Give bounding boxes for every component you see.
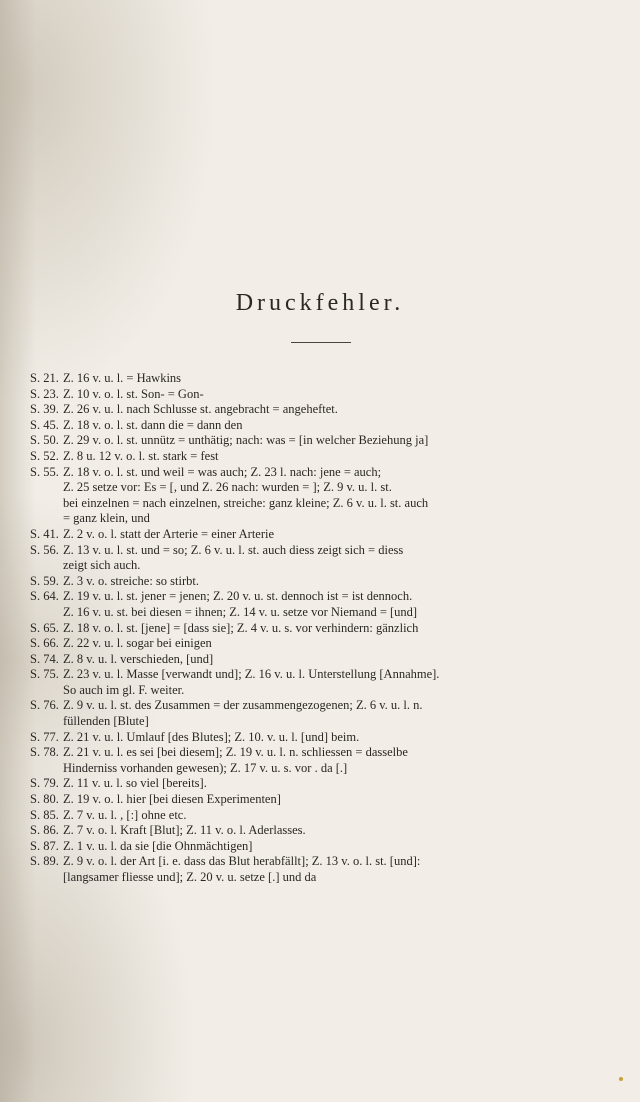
errata-text-line: Z. 26 v. u. l. nach Schlusse st. angebracht = angeheftet. [63, 402, 338, 417]
errata-text-line: Z. 16 v. u. st. bei diesen = ihnen; Z. 14 v. u. setze vor Niemand = [und] [63, 604, 418, 619]
title-rule [291, 342, 351, 343]
errata-text-line: Z. 18 v. o. l. st. [jene] = [dass sie]; Z. 4 v. u. s. vor verhindern: gänzlich [63, 620, 419, 635]
errata-entry [30, 792, 628, 808]
errata-entry [30, 854, 628, 885]
errata-text-line: Z. 8 v. u. l. verschieden, [und] [63, 651, 214, 666]
errata-entry [30, 652, 628, 668]
errata-text-line: Hinderniss vorhanden gewesen); Z. 17 v. u. s. vor . da [.] [63, 760, 348, 775]
errata-text-line: Z. 29 v. o. l. st. unnütz = unthätig; nach: was = [in welcher Beziehung ja] [63, 433, 429, 448]
page-ref: S. 59. [30, 573, 59, 588]
errata-entry [30, 730, 628, 746]
errata-text-line: Z. 3 v. o. streiche: so stirbt. [63, 573, 199, 588]
page-ref: S. 52. [30, 448, 59, 463]
errata-entry [30, 589, 628, 620]
errata-entry [30, 402, 628, 418]
errata-text-line: Z. 10 v. o. l. st. Son- = Gon- [63, 386, 204, 401]
page-title: Druckfehler. [235, 290, 405, 316]
errata-text-line: Z. 7 v. o. l. Kraft [Blut]; Z. 11 v. o. l. Aderlasses. [63, 823, 306, 838]
errata-entry [30, 667, 628, 698]
errata-text-line: Z. 25 setze vor: Es = [, und Z. 26 nach: wurden = ]; Z. 9 v. u. l. st. [63, 480, 392, 495]
page-ref: S. 75. [30, 667, 59, 682]
ink-spot [619, 1077, 623, 1081]
errata-entry [30, 636, 628, 652]
errata-entry [30, 698, 628, 729]
errata-text-line: So auch im gl. F. weiter. [63, 682, 185, 697]
errata-text-line: [langsamer fliesse und]; Z. 20 v. u. setze [.] und da [63, 870, 317, 884]
page-ref: S. 77. [30, 729, 59, 744]
errata-text-line: Z. 11 v. u. l. so viel [bereits]. [63, 776, 207, 791]
page-ref: S. 76. [30, 698, 59, 713]
errata-entry [30, 776, 628, 792]
errata-entry [30, 433, 628, 449]
page-ref: S. 65. [30, 620, 59, 635]
errata-text-line: Z. 9 v. u. l. st. des Zusammen = der zusammengezogenen; Z. 6 v. u. l. n. [63, 698, 423, 713]
page-ref: S. 23. [30, 386, 59, 401]
errata-text-line: Z. 2 v. o. l. statt der Arterie = einer Arterie [63, 526, 275, 541]
page-ref: S. 21. [30, 371, 59, 385]
errata-entry [30, 808, 628, 824]
errata-text-line: füllenden [Blute] [63, 714, 149, 729]
errata-entry [30, 449, 628, 465]
page-ref: S. 78. [30, 745, 59, 760]
page-ref: S. 56. [30, 542, 59, 557]
page-ref: S. 50. [30, 433, 59, 448]
errata-text-line: Z. 21 v. u. l. es sei [bei diesem]; Z. 19 v. u. l. n. schliessen = dasselbe [63, 745, 408, 760]
page-ref: S. 45. [30, 417, 59, 432]
errata-text-line: Z. 19 v. u. l. st. jener = jenen; Z. 20 v. u. st. dennoch ist = ist dennoch. [63, 589, 413, 604]
errata-entry [30, 527, 628, 543]
page-ref: S. 39. [30, 402, 59, 417]
errata-entry [30, 574, 628, 590]
errata-entry [30, 543, 628, 574]
errata-text-line: Z. 9 v. o. l. der Art [i. e. dass das Blut herabfällt]; Z. 13 v. o. l. st. [und]: [63, 854, 421, 869]
page-ref: S. 79. [30, 776, 59, 791]
page-ref: S. 74. [30, 651, 59, 666]
errata-text-line: Z. 8 u. 12 v. o. l. st. stark = fest [63, 448, 219, 463]
errata-entry [30, 745, 628, 776]
errata-text-line: Z. 23 v. u. l. Masse [verwandt und]; Z. 16 v. u. l. Unterstellung [Annahme]. [63, 667, 440, 682]
errata-text-line: = ganz klein, und [63, 511, 150, 526]
errata-text-line: Z. 22 v. u. l. sogar bei einigen [63, 636, 212, 651]
errata-text-line: Z. 19 v. o. l. hier [bei diesen Experimenten] [63, 792, 281, 807]
errata-list [30, 371, 628, 886]
page-ref: S. 55. [30, 464, 59, 479]
errata-text-line: bei einzelnen = nach einzelnen, streiche: ganz kleine; Z. 6 v. u. l. st. auch [63, 495, 429, 510]
errata-text-line: Z. 1 v. u. l. da sie [die Ohnmächtigen] [63, 838, 253, 853]
page-ref: S. 80. [30, 792, 59, 807]
errata-text-line: Z. 16 v. u. l. = Hawkins [63, 371, 182, 385]
page-ref: S. 41. [30, 526, 59, 541]
page-ref: S. 85. [30, 807, 59, 822]
page-ref: S. 64. [30, 589, 59, 604]
page-ref: S. 89. [30, 854, 59, 869]
errata-text-line: Z. 18 v. o. l. st. dann die = dann den [63, 417, 243, 432]
errata-entry [30, 371, 628, 387]
errata-entry [30, 621, 628, 637]
errata-entry [30, 823, 628, 839]
page-ref: S. 87. [30, 838, 59, 853]
errata-entry [30, 418, 628, 434]
errata-text-line: Z. 7 v. u. l. , [:] ohne etc. [63, 807, 187, 822]
errata-text-line: Z. 13 v. u. l. st. und = so; Z. 6 v. u. l. st. auch diess zeigt sich = diess [63, 542, 404, 557]
page-ref: S. 86. [30, 823, 59, 838]
errata-text-line: Z. 21 v. u. l. Umlauf [des Blutes]; Z. 10. v. u. l. [und] beim. [63, 729, 360, 744]
errata-text-line: zeigt sich auch. [63, 558, 141, 573]
errata-entry [30, 387, 628, 403]
errata-entry [30, 839, 628, 855]
errata-entry [30, 465, 628, 527]
page-ref: S. 66. [30, 636, 59, 651]
errata-text-line: Z. 18 v. o. l. st. und weil = was auch; Z. 23 l. nach: jene = auch; [63, 464, 382, 479]
